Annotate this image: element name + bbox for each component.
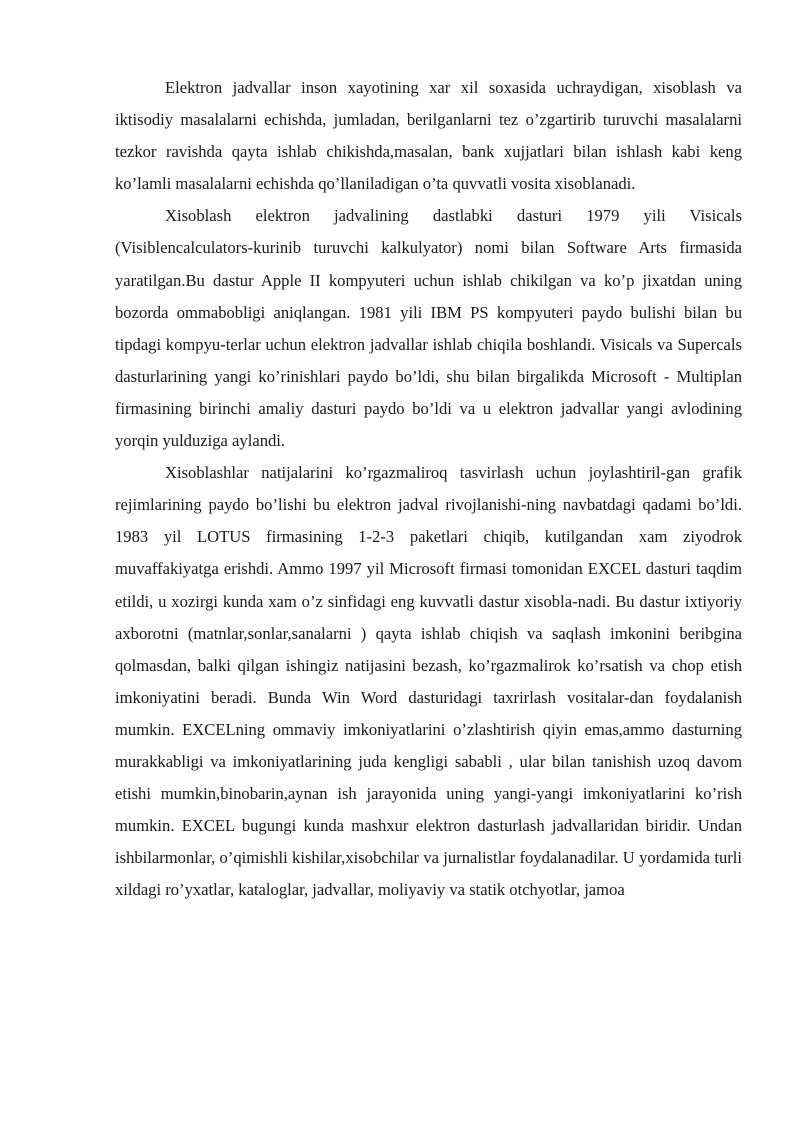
paragraph-2: Xisoblash elektron jadvalining dastlabki dasturi 1979 yili Visicals (Visiblencalculators-kurinib turuvchi kalkulyator) nomi bilan Software Arts firmasida yaratilgan.Bu dastur Apple II kompyuteri uchun ishlab chikilgan va ko’p jixatdan uning bozorda ommabobligi aniqlangan. 1981 yili IBM PS kompyuteri paydo bulishi bilan bu tipdagi kompyu-terlar uchun elektron jadvallar ishlab chiqila boshlandi. Visicals va Supercals dasturlarining yangi ko’rinishlari paydo bo’ldi, shu bilan birgalikda Microsoft - Multiplan firmasining birinchi amaliy dasturi paydo bo’ldi va u elektron jadvallar yangi avlodining yorqin yulduziga aylandi. (115, 206, 742, 451)
document-page (115, 72, 742, 906)
paragraph-1: Elektron jadvallar inson xayotining xar xil soxasida uchraydigan, xisoblash va iktisodiy masalalarni echishda, jumladan, berilganlarni tez o’zgartirib turuvchi masalalarni tezkor ravishda qayta ishlab chikishda,masalan, bank xujjatlari bilan ishlash kabi keng ko’lamli masalalarni echishda qo’llaniladigan o’ta quvvatli vosita xisoblanadi. (115, 78, 742, 194)
paragraph-3: Xisoblashlar natijalarini ko’rgazmaliroq tasvirlash uchun joylashtiril-gan grafik rejimlarining paydo bo’lishi bu elektron jadval rivojlanishi-ning navbatdagi qadami bo’ldi. 1983 yil LOTUS firmasining 1-2-3 paketlari chiqib, kutilgandan xam ziyodrok muvaffakiyatga erishdi. Ammo 1997 yil Microsoft firmasi tomonidan EXCEL dasturi taqdim etildi, u xozirgi kunda xam o’z sinfidagi eng kuvvatli dastur xisobla-nadi. Bu dastur ixtiyoriy axborotni (matnlar,sonlar,sanalarni ) qayta ishlab chiqish va saqlash imkonini beribgina qolmasdan, balki qilgan ishingiz natijasini bezash, ko’rgazmalirok ko’rsatish va chop etish imkoniyatini beradi. Bunda Win Word dasturidagi taxrirlash vositalar-dan foydalanish mumkin. EXCELning ommaviy imkoniyatlarini o’zlashtirish qiyin emas,ammo dasturning murakkabligi va imkoniyatlarining juda kengligi sababli , ular bilan tanishish uzoq davom etishi mumkin,binobarin,aynan ish jarayonida uning yangi-yangi imkoniyatlarini ko’rish mumkin. EXCEL bugungi kunda mashxur elektron dasturlash jadvallaridan biridir. Undan ishbilarmonlar, o’qimishli kishilar,xisobchilar va jurnalistlar foydalanadilar. U yordamida turli xildagi ro’yxatlar, kataloglar, jadvallar, moliyaviy va statik otchyotlar, jamoa (115, 463, 742, 900)
